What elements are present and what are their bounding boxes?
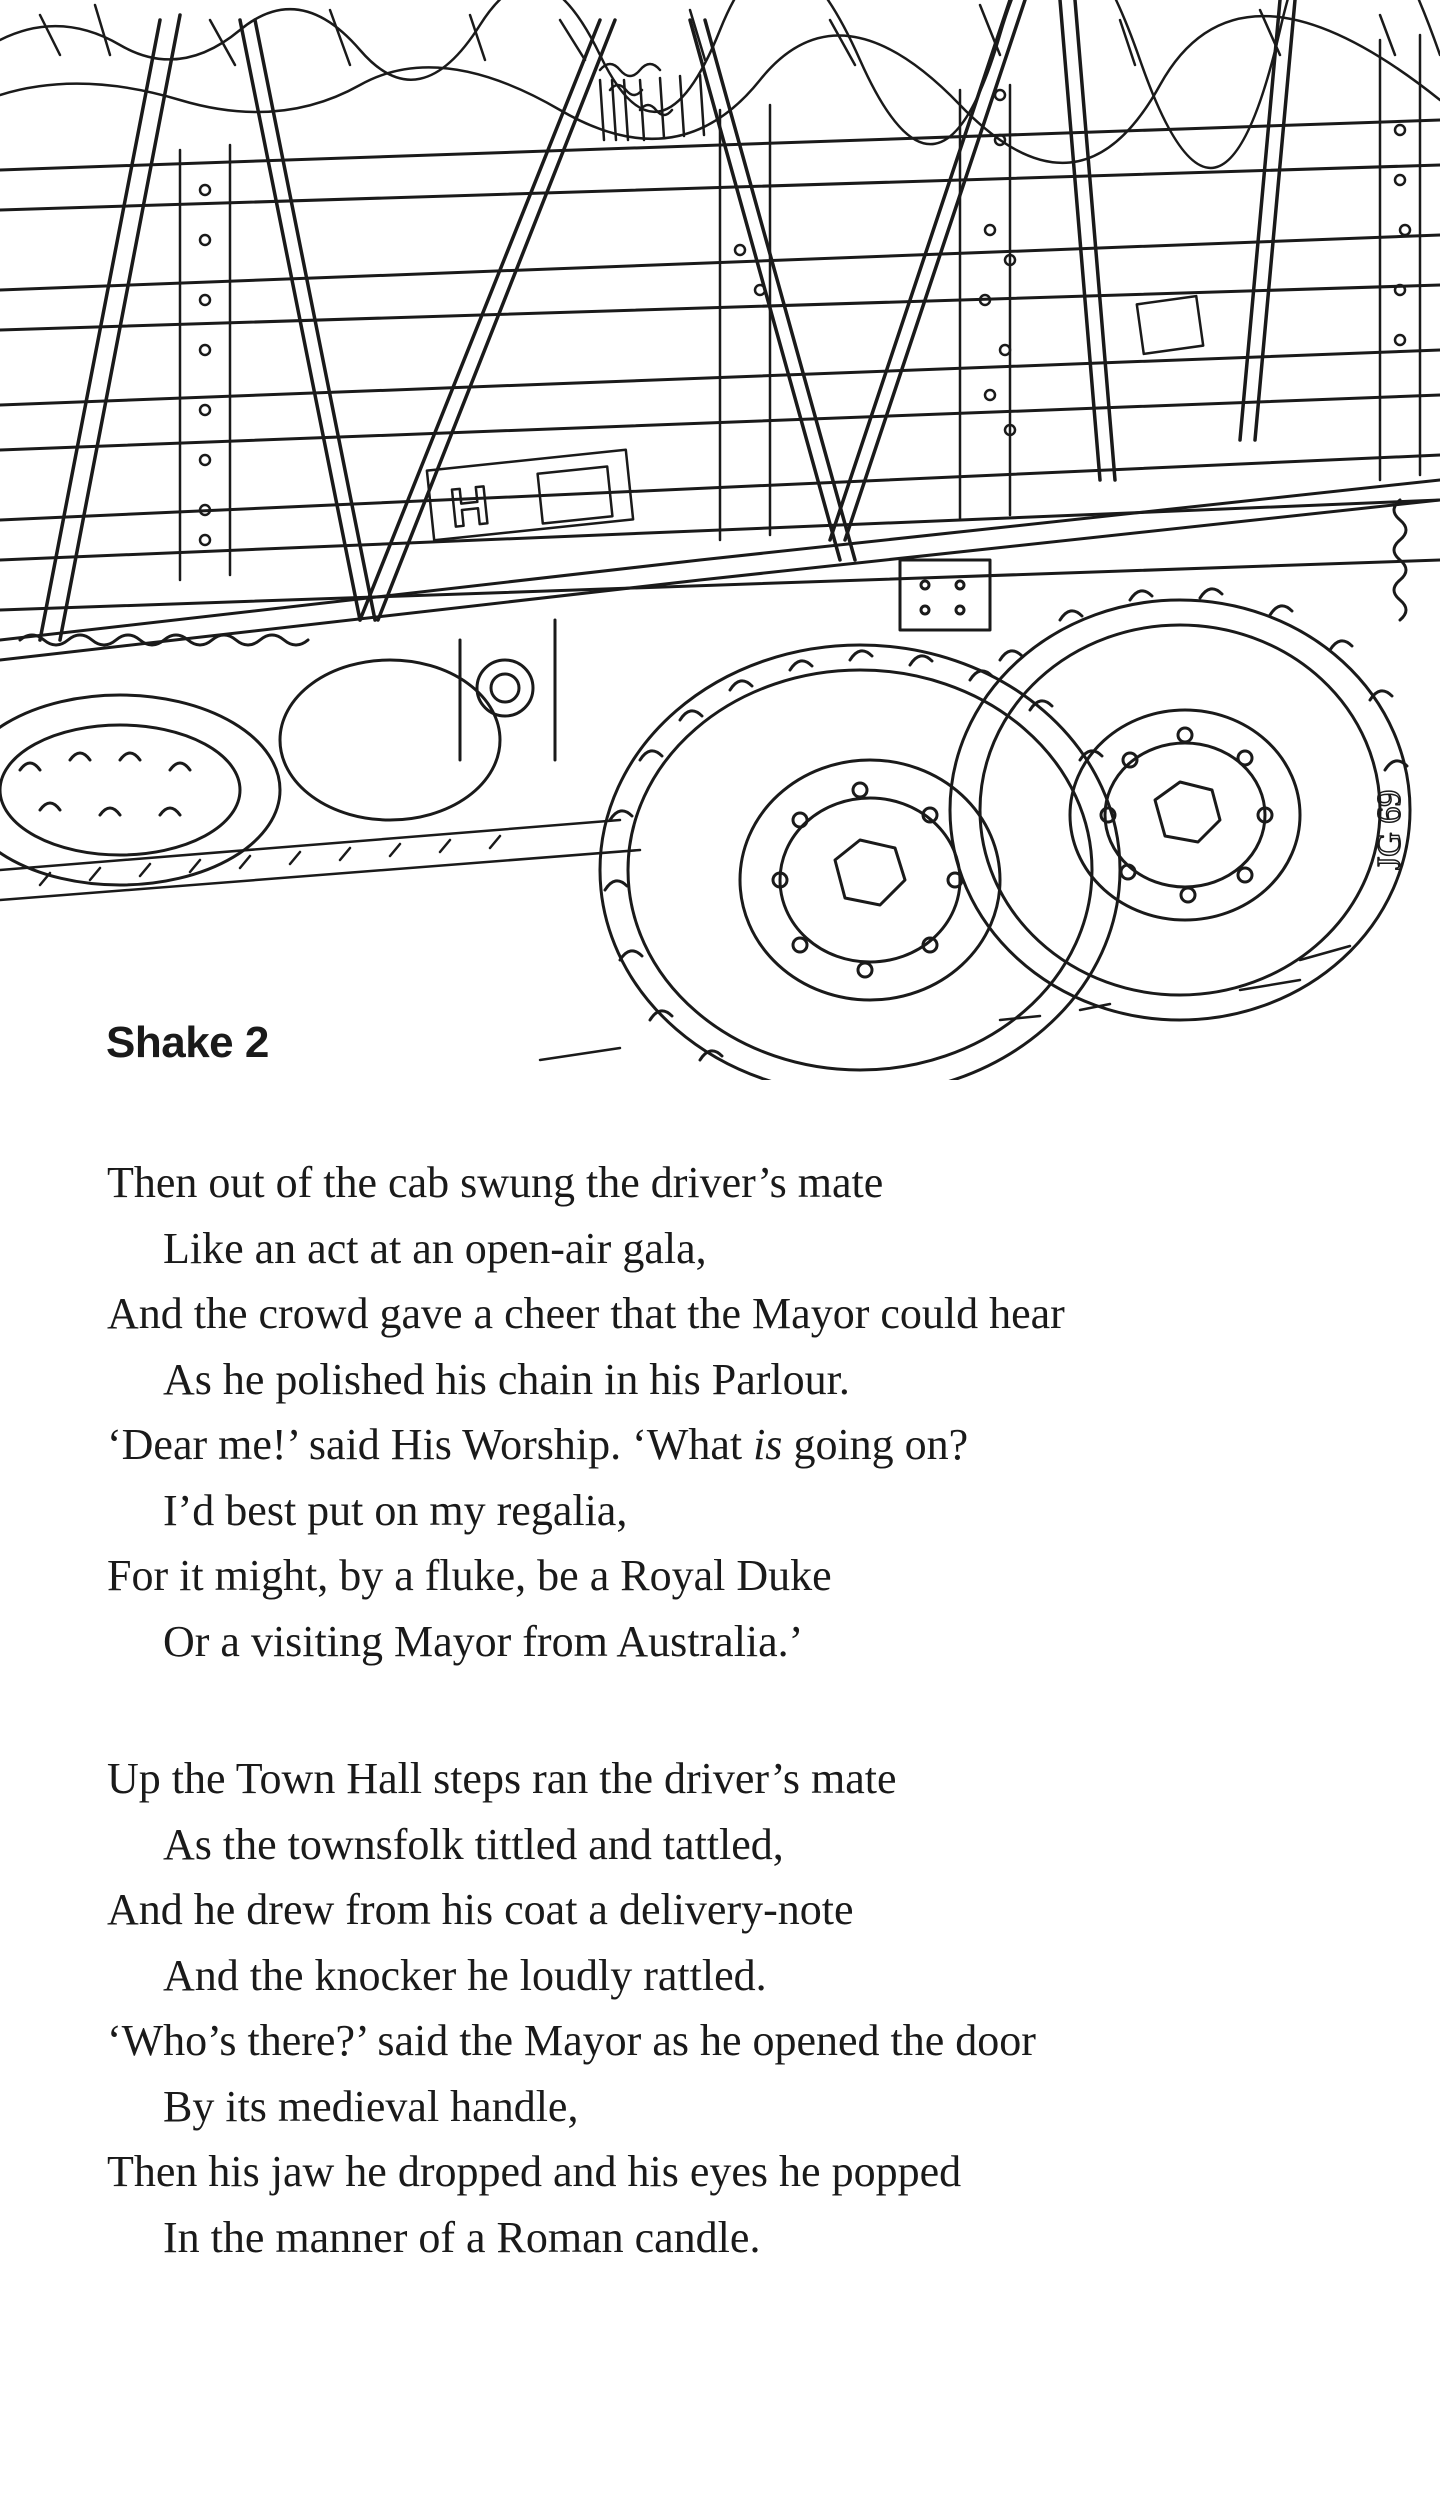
poem-line: Or a visiting Mayor from Australia.’ bbox=[163, 1616, 804, 1666]
poem-line: Like an act at an open-air gala, bbox=[163, 1223, 707, 1273]
ropes bbox=[40, 0, 1295, 640]
poem-line: Up the Town Hall steps ran the driver’s mate bbox=[107, 1754, 897, 1803]
spare-wheels bbox=[0, 660, 500, 885]
emphasis: is bbox=[753, 1420, 783, 1469]
poem-line: As the townsfolk tittled and tattled, bbox=[163, 1819, 784, 1869]
lorry-illustration bbox=[0, 0, 1440, 1080]
svg-text:JG 69: JG 69 bbox=[1371, 789, 1408, 870]
front-wheel bbox=[600, 645, 1120, 1080]
plate-letter: H bbox=[447, 475, 493, 539]
rear-wheel bbox=[950, 589, 1410, 1020]
poem-line: For it might, by a fluke, be a Royal Duke bbox=[107, 1551, 832, 1600]
poem-line: And he drew from his coat a delivery-note bbox=[107, 1885, 854, 1934]
poem-line: ‘Who’s there?’ said the Mayor as he opened the door bbox=[107, 2016, 1036, 2065]
poem-line: In the manner of a Roman candle. bbox=[163, 2212, 761, 2262]
poem-line: ‘Dear me!’ said His Worship. ‘What is going on? bbox=[107, 1420, 969, 1469]
poem bbox=[107, 1150, 1357, 2270]
poem-line: And the knocker he loudly rattled. bbox=[163, 1950, 767, 2000]
stanza bbox=[107, 1746, 1357, 2270]
poem-line: I’d best put on my regalia, bbox=[163, 1485, 628, 1535]
poem-line: As he polished his chain in his Parlour. bbox=[163, 1354, 850, 1404]
poem-line: By its medieval handle, bbox=[163, 2081, 579, 2131]
poem-line: And the crowd gave a cheer that the Mayor could hear bbox=[107, 1289, 1065, 1338]
stanza bbox=[107, 1150, 1357, 1674]
side-posts bbox=[180, 35, 1420, 580]
section-heading: Shake 2 bbox=[106, 1018, 269, 1067]
artist-signature bbox=[1371, 790, 1408, 870]
poem-line: Then his jaw he dropped and his eyes he popped bbox=[107, 2147, 962, 2196]
poem-line: Then out of the cab swung the driver’s mate bbox=[107, 1158, 884, 1207]
